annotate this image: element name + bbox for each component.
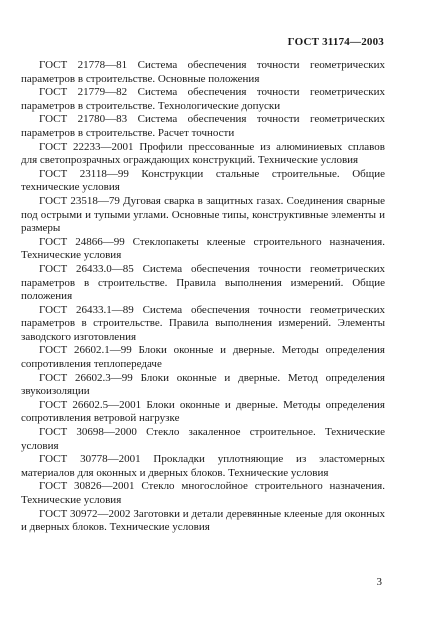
reference-entry: ГОСТ 24866—99 Стеклопакеты клееные строительного назначения. Технические условия [21,235,385,262]
page-number: 3 [376,576,382,588]
reference-entry: ГОСТ 26433.1—89 Система обеспечения точности геометрических параметров в строительстве. Правила выполнения измерений. Элементы заводского изготовления [21,303,385,343]
reference-entry: ГОСТ 26602.1—99 Блоки оконные и дверные. Методы определения сопротивления теплопередаче [21,344,385,371]
page-header-standard-id: ГОСТ 31174—2003 [287,36,384,48]
reference-entry: ГОСТ 23118—99 Конструкции стальные строительные. Общие технические условия [21,167,385,194]
reference-entry: ГОСТ 30972—2002 Заготовки и детали деревянные клееные для оконных и дверных блоков. Технические условия [21,507,385,534]
reference-entry: ГОСТ 26602.5—2001 Блоки оконные и дверные. Методы определения сопротивления ветровой нагрузке [21,398,385,425]
reference-entry: ГОСТ 26433.0—85 Система обеспечения точности геометрических параметров в строительстве. Правила выполнения измерений. Общие положения [21,262,385,303]
reference-entry: ГОСТ 26602.3—99 Блоки оконные и дверные. Метод определения звукоизоляции [21,371,385,398]
reference-entry: ГОСТ 30778—2001 Прокладки уплотняющие из эластомерных материалов для оконных и дверных блоков. Технические условия [21,453,385,479]
reference-entry: ГОСТ 21780—83 Система обеспечения точности геометрических параметров в строительстве. Расчет точности [21,113,385,139]
reference-entry: ГОСТ 22233—2001 Профили прессованные из алюминиевых сплавов для светопрозрачных ограждающих конструкций. Технические условия [21,140,385,167]
references-list [21,59,385,535]
reference-entry: ГОСТ 21778—81 Система обеспечения точности геометрических параметров в строительстве. Основные положения [21,59,385,85]
reference-entry: ГОСТ 23518—79 Дуговая сварка в защитных газах. Соединения сварные под острыми и тупыми углами. Основные типы, конструктивные элементы и размеры [21,194,385,235]
reference-entry: ГОСТ 21779—82 Система обеспечения точности геометрических параметров в строительстве. Технологические допуски [21,86,385,112]
reference-entry: ГОСТ 30698—2000 Стекло закаленное строительное. Технические условия [21,426,385,452]
reference-entry: ГОСТ 30826—2001 Стекло многослойное строительного назначения. Технические условия [21,480,385,506]
